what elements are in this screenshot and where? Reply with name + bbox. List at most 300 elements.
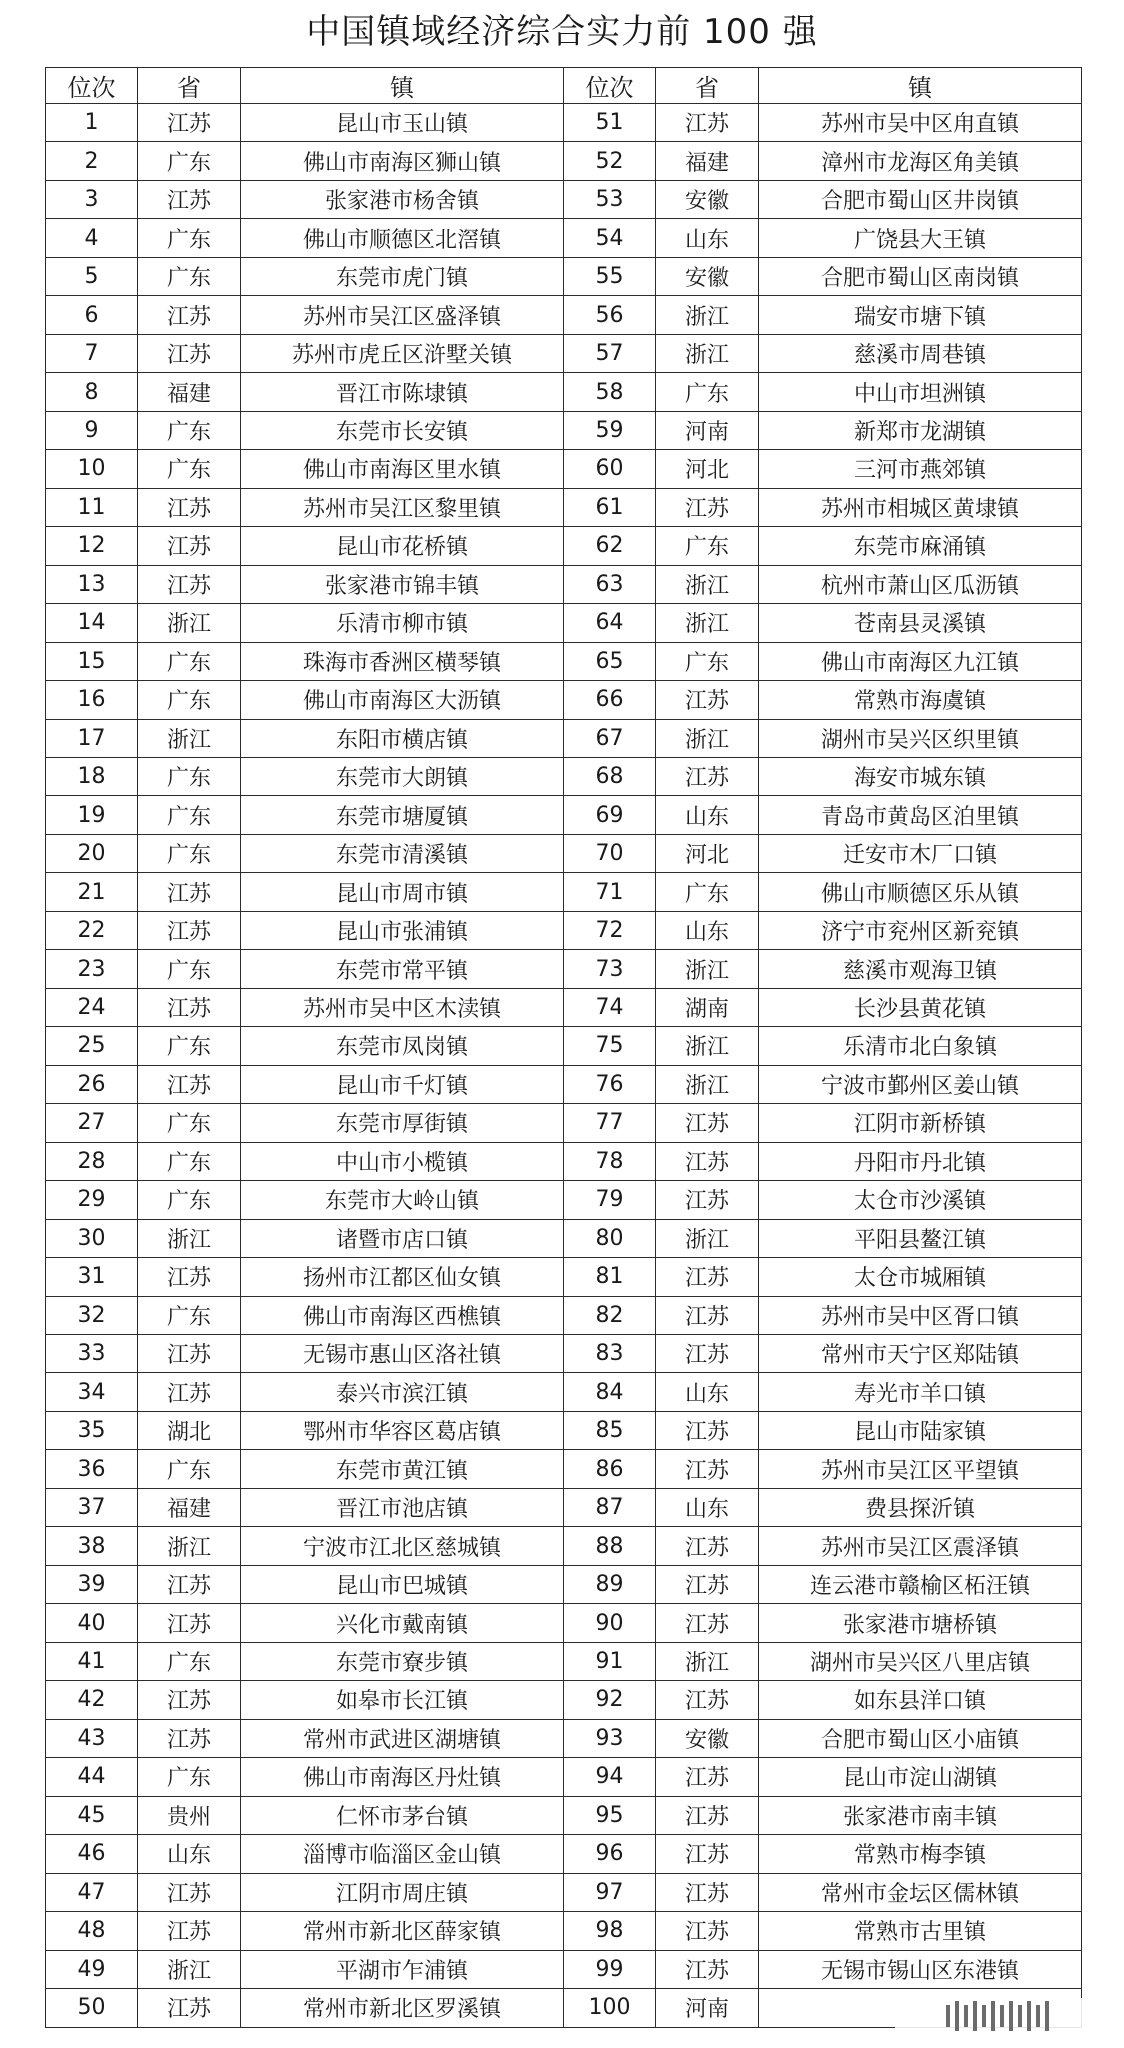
- rank-cell: 38: [46, 1527, 138, 1565]
- town-cell: 晋江市陈埭镇: [241, 373, 564, 411]
- province-cell: 山东: [656, 219, 759, 257]
- town-cell: 江阴市周庄镇: [241, 1873, 564, 1911]
- rank-cell: 42: [46, 1681, 138, 1719]
- rank-cell: 3: [46, 180, 138, 218]
- table-row: [46, 1758, 1082, 1796]
- province-cell: 湖北: [138, 1411, 241, 1449]
- rank-cell: 40: [46, 1604, 138, 1642]
- province-cell: 广东: [138, 1104, 241, 1142]
- table-row: [46, 911, 1082, 949]
- table-row: [46, 1450, 1082, 1488]
- town-cell: 昆山市张浦镇: [241, 911, 564, 949]
- town-cell: 苏州市虎丘区浒墅关镇: [241, 334, 564, 372]
- rank-cell: 9: [46, 411, 138, 449]
- town-cell: 东莞市长安镇: [241, 411, 564, 449]
- table-row: [46, 1527, 1082, 1565]
- province-cell: 江苏: [656, 1912, 759, 1950]
- table-row: [46, 257, 1082, 295]
- province-cell: 江苏: [138, 296, 241, 334]
- rank-cell: 4: [46, 219, 138, 257]
- province-cell: 江苏: [138, 988, 241, 1026]
- table-row: [46, 873, 1082, 911]
- province-cell: 江苏: [138, 1258, 241, 1296]
- province-cell: 广东: [656, 873, 759, 911]
- rank-cell: 13: [46, 565, 138, 603]
- province-cell: 江苏: [656, 1296, 759, 1334]
- province-cell: 江苏: [656, 757, 759, 795]
- province-cell: 江苏: [138, 488, 241, 526]
- province-cell: 江苏: [656, 488, 759, 526]
- town-cell: 东莞市麻涌镇: [759, 527, 1082, 565]
- town-cell: 海安市城东镇: [759, 757, 1082, 795]
- rank-cell: 25: [46, 1027, 138, 1065]
- table-header-row: [46, 68, 1082, 104]
- town-cell: 昆山市陆家镇: [759, 1411, 1082, 1449]
- rank-cell: 37: [46, 1488, 138, 1526]
- province-cell: 浙江: [138, 719, 241, 757]
- table-row: [46, 1373, 1082, 1411]
- town-cell: 苏州市吴江区盛泽镇: [241, 296, 564, 334]
- table-row: [46, 1258, 1082, 1296]
- province-cell: 广东: [138, 257, 241, 295]
- table-row: [46, 719, 1082, 757]
- province-cell: 江苏: [138, 873, 241, 911]
- town-cell: 湖州市吴兴区八里店镇: [759, 1642, 1082, 1680]
- province-cell: 广东: [138, 796, 241, 834]
- table-row: [46, 334, 1082, 372]
- header-rank: 位次: [564, 68, 656, 104]
- province-cell: 广东: [138, 1142, 241, 1180]
- town-cell: 东莞市常平镇: [241, 950, 564, 988]
- table-row: [46, 1296, 1082, 1334]
- town-cell: 佛山市南海区丹灶镇: [241, 1758, 564, 1796]
- rank-cell: 65: [564, 642, 656, 680]
- town-cell: 张家港市南丰镇: [759, 1796, 1082, 1834]
- table-body: [46, 104, 1082, 2028]
- table-row: [46, 1681, 1082, 1719]
- rank-cell: 66: [564, 681, 656, 719]
- rank-cell: 35: [46, 1411, 138, 1449]
- province-cell: 福建: [656, 142, 759, 180]
- rank-cell: 91: [564, 1642, 656, 1680]
- rank-cell: 11: [46, 488, 138, 526]
- province-cell: 江苏: [656, 1681, 759, 1719]
- province-cell: 浙江: [656, 565, 759, 603]
- town-cell: 合肥市蜀山区小庙镇: [759, 1719, 1082, 1757]
- table-row: [46, 296, 1082, 334]
- table-row: [46, 411, 1082, 449]
- province-cell: 江苏: [656, 1527, 759, 1565]
- rank-cell: 14: [46, 604, 138, 642]
- town-cell: 东阳市横店镇: [241, 719, 564, 757]
- rank-cell: 98: [564, 1912, 656, 1950]
- province-cell: 山东: [656, 796, 759, 834]
- province-cell: 江苏: [138, 1988, 241, 2027]
- rank-cell: 83: [564, 1335, 656, 1373]
- province-cell: 广东: [138, 757, 241, 795]
- table-row: [46, 219, 1082, 257]
- town-cell: 苍南县灵溪镇: [759, 604, 1082, 642]
- rank-cell: 63: [564, 565, 656, 603]
- rank-cell: 60: [564, 450, 656, 488]
- rank-cell: 21: [46, 873, 138, 911]
- town-cell: 东莞市虎门镇: [241, 257, 564, 295]
- town-cell: 三河市燕郊镇: [759, 450, 1082, 488]
- province-cell: 浙江: [138, 1219, 241, 1257]
- rank-cell: 46: [46, 1835, 138, 1873]
- rank-cell: 88: [564, 1527, 656, 1565]
- town-cell: 佛山市南海区西樵镇: [241, 1296, 564, 1334]
- province-cell: 湖南: [656, 988, 759, 1026]
- rank-cell: 69: [564, 796, 656, 834]
- rank-cell: 100: [564, 1988, 656, 2027]
- province-cell: 福建: [138, 373, 241, 411]
- table-row: [46, 1796, 1082, 1834]
- province-cell: 江苏: [138, 334, 241, 372]
- rank-cell: 2: [46, 142, 138, 180]
- province-cell: 江苏: [138, 1873, 241, 1911]
- province-cell: 广东: [656, 373, 759, 411]
- town-cell: 苏州市吴中区木渎镇: [241, 988, 564, 1026]
- town-cell: 江阴市新桥镇: [759, 1104, 1082, 1142]
- town-cell: 广饶县大王镇: [759, 219, 1082, 257]
- province-cell: 广东: [138, 1642, 241, 1680]
- table-row: [46, 604, 1082, 642]
- town-cell: 太仓市沙溪镇: [759, 1181, 1082, 1219]
- province-cell: 江苏: [138, 527, 241, 565]
- province-cell: 江苏: [138, 565, 241, 603]
- table-row: [46, 1835, 1082, 1873]
- rank-cell: 7: [46, 334, 138, 372]
- town-cell: 东莞市清溪镇: [241, 834, 564, 872]
- rank-cell: 19: [46, 796, 138, 834]
- rank-cell: 86: [564, 1450, 656, 1488]
- rank-cell: 50: [46, 1988, 138, 2027]
- table-row: [46, 488, 1082, 526]
- town-cell: 张家港市塘桥镇: [759, 1604, 1082, 1642]
- province-cell: 江苏: [138, 1565, 241, 1603]
- province-cell: 江苏: [656, 1565, 759, 1603]
- rank-cell: 62: [564, 527, 656, 565]
- rank-cell: 87: [564, 1488, 656, 1526]
- province-cell: 江苏: [656, 1181, 759, 1219]
- table-row: [46, 834, 1082, 872]
- province-cell: 福建: [138, 1488, 241, 1526]
- town-cell: 寿光市羊口镇: [759, 1373, 1082, 1411]
- town-cell: 苏州市吴中区甪直镇: [759, 104, 1082, 142]
- rank-cell: 82: [564, 1296, 656, 1334]
- rank-cell: 26: [46, 1065, 138, 1103]
- rank-cell: 20: [46, 834, 138, 872]
- town-cell: 宁波市鄞州区姜山镇: [759, 1065, 1082, 1103]
- province-cell: 浙江: [656, 296, 759, 334]
- province-cell: 安徽: [656, 257, 759, 295]
- province-cell: 江苏: [656, 1873, 759, 1911]
- rank-cell: 28: [46, 1142, 138, 1180]
- rank-cell: 71: [564, 873, 656, 911]
- rank-cell: 77: [564, 1104, 656, 1142]
- province-cell: 河南: [656, 1988, 759, 2027]
- rank-cell: 68: [564, 757, 656, 795]
- rank-cell: 59: [564, 411, 656, 449]
- rank-cell: 64: [564, 604, 656, 642]
- table-row: [46, 1065, 1082, 1103]
- province-cell: 山东: [656, 1373, 759, 1411]
- town-cell: 合肥市蜀山区南岗镇: [759, 257, 1082, 295]
- rank-cell: 57: [564, 334, 656, 372]
- town-cell: 苏州市吴中区胥口镇: [759, 1296, 1082, 1334]
- table-row: [46, 950, 1082, 988]
- town-cell: 佛山市顺德区北滘镇: [241, 219, 564, 257]
- town-cell: 佛山市南海区大沥镇: [241, 681, 564, 719]
- province-cell: 广东: [138, 950, 241, 988]
- town-cell: 慈溪市周巷镇: [759, 334, 1082, 372]
- province-cell: 山东: [138, 1835, 241, 1873]
- province-cell: 江苏: [656, 1104, 759, 1142]
- province-cell: 山东: [656, 911, 759, 949]
- table-row: [46, 1565, 1082, 1603]
- table-row: [46, 142, 1082, 180]
- province-cell: 江苏: [138, 1065, 241, 1103]
- table-row: [46, 757, 1082, 795]
- province-cell: 江苏: [138, 180, 241, 218]
- town-cell: 宁波市江北区慈城镇: [241, 1527, 564, 1565]
- rank-cell: 75: [564, 1027, 656, 1065]
- rank-cell: 10: [46, 450, 138, 488]
- province-cell: 广东: [656, 527, 759, 565]
- header-province: 省: [138, 68, 241, 104]
- rank-cell: 8: [46, 373, 138, 411]
- rank-cell: 78: [564, 1142, 656, 1180]
- province-cell: 浙江: [138, 604, 241, 642]
- town-cell: 昆山市花桥镇: [241, 527, 564, 565]
- town-cell: 合肥市蜀山区井岗镇: [759, 180, 1082, 218]
- rank-cell: 73: [564, 950, 656, 988]
- province-cell: 江苏: [656, 1335, 759, 1373]
- town-cell: 太仓市城厢镇: [759, 1258, 1082, 1296]
- province-cell: 江苏: [656, 1950, 759, 1988]
- town-cell: 昆山市淀山湖镇: [759, 1758, 1082, 1796]
- province-cell: 河南: [656, 411, 759, 449]
- rank-cell: 99: [564, 1950, 656, 1988]
- ranking-table: [45, 67, 1082, 2028]
- header-province: 省: [656, 68, 759, 104]
- town-cell: 昆山市巴城镇: [241, 1565, 564, 1603]
- province-cell: 广东: [138, 1181, 241, 1219]
- town-cell: 长沙县黄花镇: [759, 988, 1082, 1026]
- rank-cell: 1: [46, 104, 138, 142]
- watermark-bars-icon: [895, 1998, 1100, 2034]
- rank-cell: 81: [564, 1258, 656, 1296]
- town-cell: 东莞市厚街镇: [241, 1104, 564, 1142]
- province-cell: 广东: [138, 1027, 241, 1065]
- rank-cell: 24: [46, 988, 138, 1026]
- town-cell: 漳州市龙海区角美镇: [759, 142, 1082, 180]
- province-cell: 山东: [656, 1488, 759, 1526]
- town-cell: 如皋市长江镇: [241, 1681, 564, 1719]
- province-cell: 浙江: [138, 1950, 241, 1988]
- province-cell: 浙江: [656, 334, 759, 372]
- rank-cell: 93: [564, 1719, 656, 1757]
- province-cell: 安徽: [656, 1719, 759, 1757]
- rank-cell: 72: [564, 911, 656, 949]
- province-cell: 河北: [656, 450, 759, 488]
- province-cell: 江苏: [656, 1796, 759, 1834]
- rank-cell: 89: [564, 1565, 656, 1603]
- table-row: [46, 1411, 1082, 1449]
- rank-cell: 58: [564, 373, 656, 411]
- province-cell: 广东: [138, 142, 241, 180]
- town-cell: 张家港市杨舍镇: [241, 180, 564, 218]
- province-cell: 广东: [138, 411, 241, 449]
- town-cell: 苏州市吴江区平望镇: [759, 1450, 1082, 1488]
- town-cell: 扬州市江都区仙女镇: [241, 1258, 564, 1296]
- town-cell: 珠海市香洲区横琴镇: [241, 642, 564, 680]
- rank-cell: 27: [46, 1104, 138, 1142]
- table-row: [46, 1219, 1082, 1257]
- table-row: [46, 796, 1082, 834]
- province-cell: 江苏: [138, 1604, 241, 1642]
- province-cell: 江苏: [138, 1335, 241, 1373]
- province-cell: 江苏: [656, 1604, 759, 1642]
- rank-cell: 67: [564, 719, 656, 757]
- town-cell: 佛山市南海区九江镇: [759, 642, 1082, 680]
- province-cell: 广东: [138, 642, 241, 680]
- town-cell: 仁怀市茅台镇: [241, 1796, 564, 1834]
- province-cell: 河北: [656, 834, 759, 872]
- rank-cell: 49: [46, 1950, 138, 1988]
- province-cell: 江苏: [656, 104, 759, 142]
- province-cell: 江苏: [138, 1681, 241, 1719]
- province-cell: 安徽: [656, 180, 759, 218]
- town-cell: 佛山市南海区狮山镇: [241, 142, 564, 180]
- province-cell: 江苏: [138, 104, 241, 142]
- rank-cell: 5: [46, 257, 138, 295]
- province-cell: 江苏: [656, 1835, 759, 1873]
- rank-cell: 23: [46, 950, 138, 988]
- rank-cell: 84: [564, 1373, 656, 1411]
- town-cell: 兴化市戴南镇: [241, 1604, 564, 1642]
- town-cell: 乐清市柳市镇: [241, 604, 564, 642]
- province-cell: 江苏: [656, 681, 759, 719]
- rank-cell: 16: [46, 681, 138, 719]
- town-cell: 常州市新北区薛家镇: [241, 1912, 564, 1950]
- town-cell: 昆山市千灯镇: [241, 1065, 564, 1103]
- rank-cell: 48: [46, 1912, 138, 1950]
- table-row: [46, 527, 1082, 565]
- province-cell: 浙江: [656, 1065, 759, 1103]
- province-cell: 浙江: [656, 1642, 759, 1680]
- town-cell: 平阳县鳌江镇: [759, 1219, 1082, 1257]
- province-cell: 广东: [138, 1758, 241, 1796]
- town-cell: 泰兴市滨江镇: [241, 1373, 564, 1411]
- rank-cell: 53: [564, 180, 656, 218]
- town-cell: 东莞市大岭山镇: [241, 1181, 564, 1219]
- town-cell: 如东县洋口镇: [759, 1681, 1082, 1719]
- page-title: 中国镇域经济综合实力前 100 强: [306, 12, 818, 52]
- province-cell: 广东: [138, 450, 241, 488]
- rank-cell: 56: [564, 296, 656, 334]
- town-cell: 无锡市惠山区洛社镇: [241, 1335, 564, 1373]
- town-cell: 乐清市北白象镇: [759, 1027, 1082, 1065]
- town-cell: 晋江市池店镇: [241, 1488, 564, 1526]
- town-cell: 昆山市玉山镇: [241, 104, 564, 142]
- town-cell: 瑞安市塘下镇: [759, 296, 1082, 334]
- rank-cell: 41: [46, 1642, 138, 1680]
- rank-cell: 97: [564, 1873, 656, 1911]
- town-cell: 东莞市大朗镇: [241, 757, 564, 795]
- town-cell: 平湖市乍浦镇: [241, 1950, 564, 1988]
- town-cell: 东莞市黄江镇: [241, 1450, 564, 1488]
- table-row: [46, 642, 1082, 680]
- table-row: [46, 1488, 1082, 1526]
- town-cell: 连云港市赣榆区柘汪镇: [759, 1565, 1082, 1603]
- province-cell: 广东: [138, 1450, 241, 1488]
- rank-cell: 76: [564, 1065, 656, 1103]
- town-cell: 常熟市古里镇: [759, 1912, 1082, 1950]
- header-town: 镇: [759, 68, 1082, 104]
- town-cell: 张家港市锦丰镇: [241, 565, 564, 603]
- rank-cell: 51: [564, 104, 656, 142]
- rank-cell: 33: [46, 1335, 138, 1373]
- province-cell: 江苏: [138, 1912, 241, 1950]
- table-row: [46, 1604, 1082, 1642]
- town-cell: 丹阳市丹北镇: [759, 1142, 1082, 1180]
- province-cell: 江苏: [656, 1450, 759, 1488]
- rank-cell: 90: [564, 1604, 656, 1642]
- table-row: [46, 104, 1082, 142]
- province-cell: 广东: [138, 219, 241, 257]
- town-cell: 常州市新北区罗溪镇: [241, 1988, 564, 2027]
- header-town: 镇: [241, 68, 564, 104]
- province-cell: 浙江: [656, 1027, 759, 1065]
- town-cell: 青岛市黄岛区泊里镇: [759, 796, 1082, 834]
- table-row: [46, 1181, 1082, 1219]
- town-cell: 常州市金坛区儒林镇: [759, 1873, 1082, 1911]
- province-cell: 浙江: [656, 604, 759, 642]
- town-cell: 苏州市吴江区黎里镇: [241, 488, 564, 526]
- province-cell: 江苏: [138, 1373, 241, 1411]
- rank-cell: 96: [564, 1835, 656, 1873]
- rank-cell: 22: [46, 911, 138, 949]
- town-cell: 费县探沂镇: [759, 1488, 1082, 1526]
- rank-cell: 61: [564, 488, 656, 526]
- rank-cell: 15: [46, 642, 138, 680]
- town-cell: 无锡市锡山区东港镇: [759, 1950, 1082, 1988]
- rank-cell: 39: [46, 1565, 138, 1603]
- rank-cell: 17: [46, 719, 138, 757]
- province-cell: 江苏: [656, 1411, 759, 1449]
- table-row: [46, 1950, 1082, 1988]
- rank-cell: 85: [564, 1411, 656, 1449]
- rank-cell: 45: [46, 1796, 138, 1834]
- town-cell: 迁安市木厂口镇: [759, 834, 1082, 872]
- town-cell: 诸暨市店口镇: [241, 1219, 564, 1257]
- province-cell: 浙江: [138, 1527, 241, 1565]
- town-cell: 常熟市梅李镇: [759, 1835, 1082, 1873]
- rank-cell: 30: [46, 1219, 138, 1257]
- town-cell: 慈溪市观海卫镇: [759, 950, 1082, 988]
- rank-cell: 70: [564, 834, 656, 872]
- rank-cell: 36: [46, 1450, 138, 1488]
- table-row: [46, 988, 1082, 1026]
- rank-cell: 32: [46, 1296, 138, 1334]
- table-row: [46, 1719, 1082, 1757]
- rank-cell: 12: [46, 527, 138, 565]
- town-cell: 昆山市周市镇: [241, 873, 564, 911]
- province-cell: 江苏: [656, 1142, 759, 1180]
- table-row: [46, 373, 1082, 411]
